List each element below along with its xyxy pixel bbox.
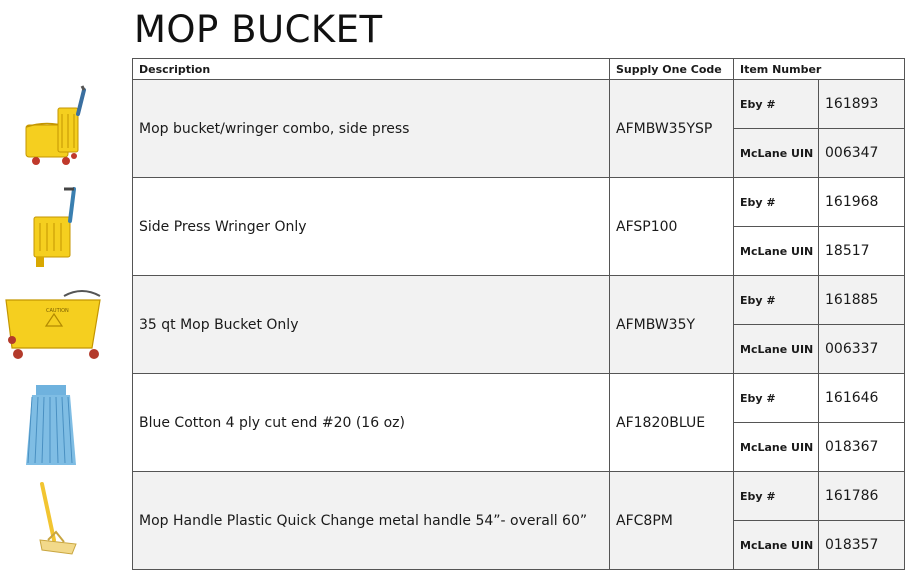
product-table [132, 58, 905, 570]
table-row [133, 80, 905, 129]
eby-label: Eby # [734, 80, 819, 129]
blue-cotton-mop-head-icon [0, 377, 130, 476]
table-row [133, 472, 905, 521]
row-description: Mop bucket/wringer combo, side press [133, 80, 610, 178]
mclane-number: 006337 [819, 325, 905, 374]
mclane-number: 006347 [819, 129, 905, 178]
table-header-row [133, 59, 905, 80]
header-code: Supply One Code [610, 59, 734, 80]
row-code: AFSP100 [610, 178, 734, 276]
page-title: MOP BUCKET [134, 8, 383, 51]
eby-label: Eby # [734, 472, 819, 521]
row-code: AF1820BLUE [610, 374, 734, 472]
row-description: 35 qt Mop Bucket Only [133, 276, 610, 374]
header-description: Description [133, 59, 610, 80]
table-row [133, 276, 905, 325]
eby-label: Eby # [734, 178, 819, 227]
mop-bucket-icon [0, 278, 130, 377]
row-description: Mop Handle Plastic Quick Change metal handle 54”- overall 60” [133, 472, 610, 570]
row-code: AFMBW35Y [610, 276, 734, 374]
mclane-number: 018357 [819, 521, 905, 570]
row-code: AFMBW35YSP [610, 80, 734, 178]
mclane-number: 18517 [819, 227, 905, 276]
eby-label: Eby # [734, 276, 819, 325]
mclane-number: 018367 [819, 423, 905, 472]
mclane-label: McLane UIN [734, 129, 819, 178]
eby-label: Eby # [734, 374, 819, 423]
row-description: Blue Cotton 4 ply cut end #20 (16 oz) [133, 374, 610, 472]
row-code: AFC8PM [610, 472, 734, 570]
table-row [133, 178, 905, 227]
mclane-label: McLane UIN [734, 521, 819, 570]
header-item-number: Item Number [734, 59, 905, 80]
side-press-wringer-icon [0, 179, 130, 278]
mclane-label: McLane UIN [734, 325, 819, 374]
eby-number: 161786 [819, 472, 905, 521]
eby-number: 161885 [819, 276, 905, 325]
mclane-label: McLane UIN [734, 423, 819, 472]
caution-label: CAUTION [46, 308, 69, 314]
mop-bucket-wringer-combo-icon [0, 80, 130, 179]
mop-handle-icon [0, 476, 130, 575]
row-description: Side Press Wringer Only [133, 178, 610, 276]
eby-number: 161646 [819, 374, 905, 423]
eby-number: 161968 [819, 178, 905, 227]
table-row [133, 374, 905, 423]
mclane-label: McLane UIN [734, 227, 819, 276]
eby-number: 161893 [819, 80, 905, 129]
